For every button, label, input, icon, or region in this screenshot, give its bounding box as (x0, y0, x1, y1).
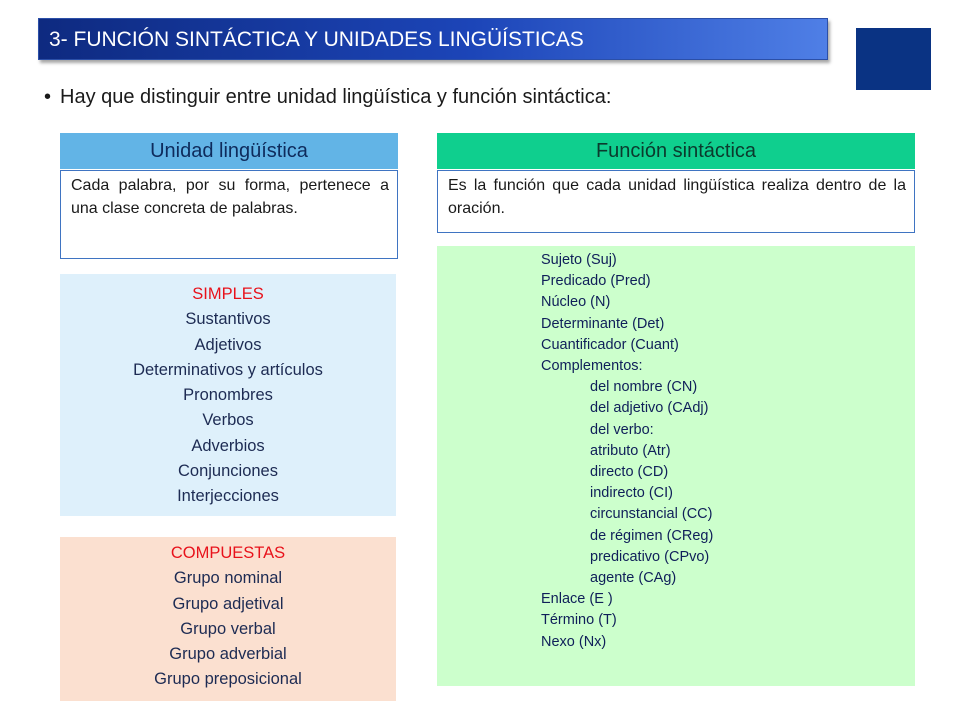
bullet-icon: • (44, 86, 52, 108)
funcion-item: Sujeto (Suj) (541, 252, 617, 268)
compuestas-heading: COMPUESTAS (170, 544, 286, 562)
simples-item: Conjunciones (178, 462, 278, 481)
corner-decoration (856, 28, 931, 90)
intro-text: Hay que distinguir entre unidad lingüística y función sintáctica: (60, 86, 612, 108)
funcion-item: Núcleo (N) (541, 294, 611, 311)
simples-item: Pronombres (183, 386, 273, 405)
funcion-item: Término (T) (541, 612, 617, 629)
simples-heading: SIMPLES (192, 285, 264, 303)
compuestas-item: Grupo adverbial (169, 645, 287, 664)
funcion-item: del verbo: (590, 421, 654, 438)
funcion-item: directo (CD) (590, 464, 669, 481)
compuestas-item: Grupo nominal (173, 569, 283, 588)
slide-title: 3- FUNCIÓN SINTÁCTICA Y UNIDADES LINGÜÍSTICAS (38, 18, 828, 60)
simples-item: Sustantivos (185, 310, 271, 329)
simples-item: Adverbios (191, 436, 265, 455)
funcion-list (437, 246, 915, 686)
simples-item: Adjetivos (194, 335, 262, 354)
funcion-item: Nexo (Nx) (541, 633, 607, 650)
compuestas-item: Grupo preposicional (154, 670, 302, 689)
unidad-definition: Cada palabra, por su forma, pertenece a una clase concreta de palabras. (60, 170, 398, 259)
compuestas-item: Grupo verbal (180, 619, 276, 638)
simples-box (60, 274, 396, 516)
funcion-definition: Es la función que cada unidad lingüística realiza dentro de la oración. (437, 170, 915, 233)
funcion-item: Cuantificador (Cuant) (541, 336, 679, 353)
funcion-item: Determinante (Det) (541, 315, 665, 332)
funcion-item: circunstancial (CC) (590, 506, 713, 523)
funcion-item: Enlace (E ) (541, 591, 613, 608)
funcion-item: indirecto (CI) (590, 485, 673, 502)
funcion-item: del nombre (CN) (590, 379, 698, 396)
intro-line (44, 84, 611, 110)
funcion-item: de régimen (CReg) (590, 527, 714, 544)
funcion-item: Predicado (Pred) (541, 273, 651, 290)
simples-list (60, 307, 396, 509)
funcion-item: del adjetivo (CAdj) (590, 400, 709, 417)
funcion-item: atributo (Atr) (590, 442, 671, 459)
simples-item: Verbos (202, 411, 254, 430)
simples-item: Determinativos y artículos (133, 360, 323, 379)
compuestas-item: Grupo adjetival (172, 594, 284, 613)
unidad-header: Unidad lingüística (60, 133, 398, 169)
compuestas-list (60, 566, 396, 692)
funcion-item: predicativo (CPvo) (590, 548, 710, 565)
funcion-item: Complementos: (541, 358, 643, 375)
funcion-header: Función sintáctica (437, 133, 915, 169)
funcion-item: agente (CAg) (590, 570, 677, 587)
compuestas-box (60, 537, 396, 701)
simples-item: Interjecciones (177, 487, 279, 506)
